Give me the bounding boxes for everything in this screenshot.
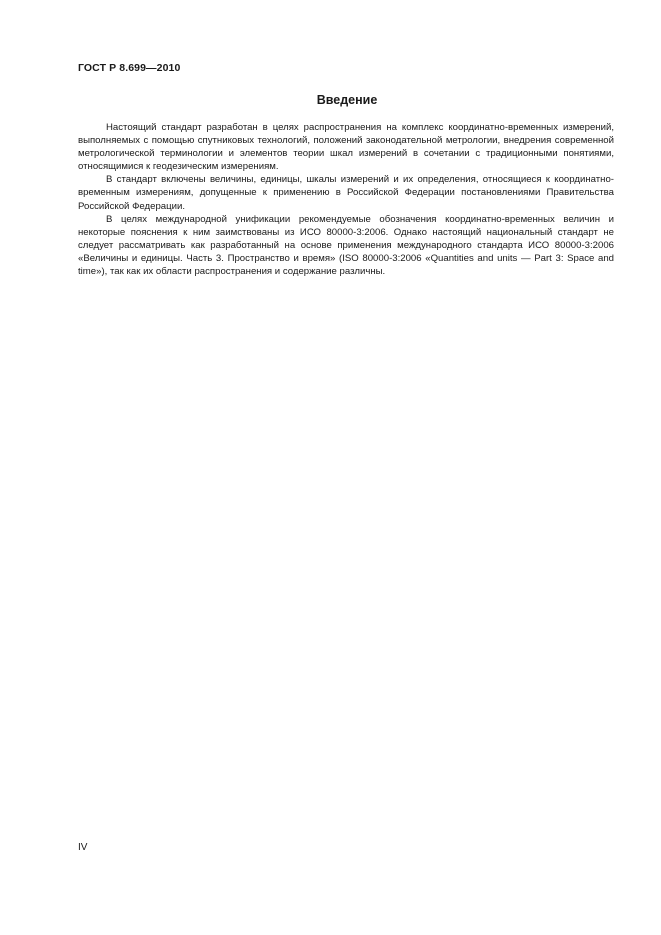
paragraph: В целях международной унификации рекомендуемые обозначения координатно-временных величин и некоторые пояснения к ним заимствованы из ИСО 80000-3:2006. Однако настоящий национальный стандарт не следует рассматривать как разработанный на основе применения международного стандарта ИСО 80000-3:2006 «Величины и единицы. Часть 3. Пространство и время» (ISO 80000-3:2006 «Quantities and units — Part 3: Space and time»), так как их области распространения и содержание различны. — [78, 213, 614, 278]
introduction-body — [78, 121, 614, 278]
paragraph: В стандарт включены величины, единицы, шкалы измерений и их определения, относящиеся к координатно-временным измерениям, допущенные к применению в Российской Федерации постановлениями Правительства Российской Федерации. — [78, 174, 614, 212]
paragraph: Настоящий стандарт разработан в целях распространения на комплекс координатно-временных измерений, выполняемых с помощью спутниковых технологий, положений законодательной метрологии, внедрения современной метрологической терминологии и элементов теории шкал измерений в сочетании с традиционными понятиями, относящимися к геодезическим измерениям. — [78, 122, 614, 173]
section-title: Введение — [316, 93, 378, 107]
page-number: IV — [78, 842, 88, 853]
document-header-code: ГОСТ Р 8.699—2010 — [78, 62, 181, 74]
